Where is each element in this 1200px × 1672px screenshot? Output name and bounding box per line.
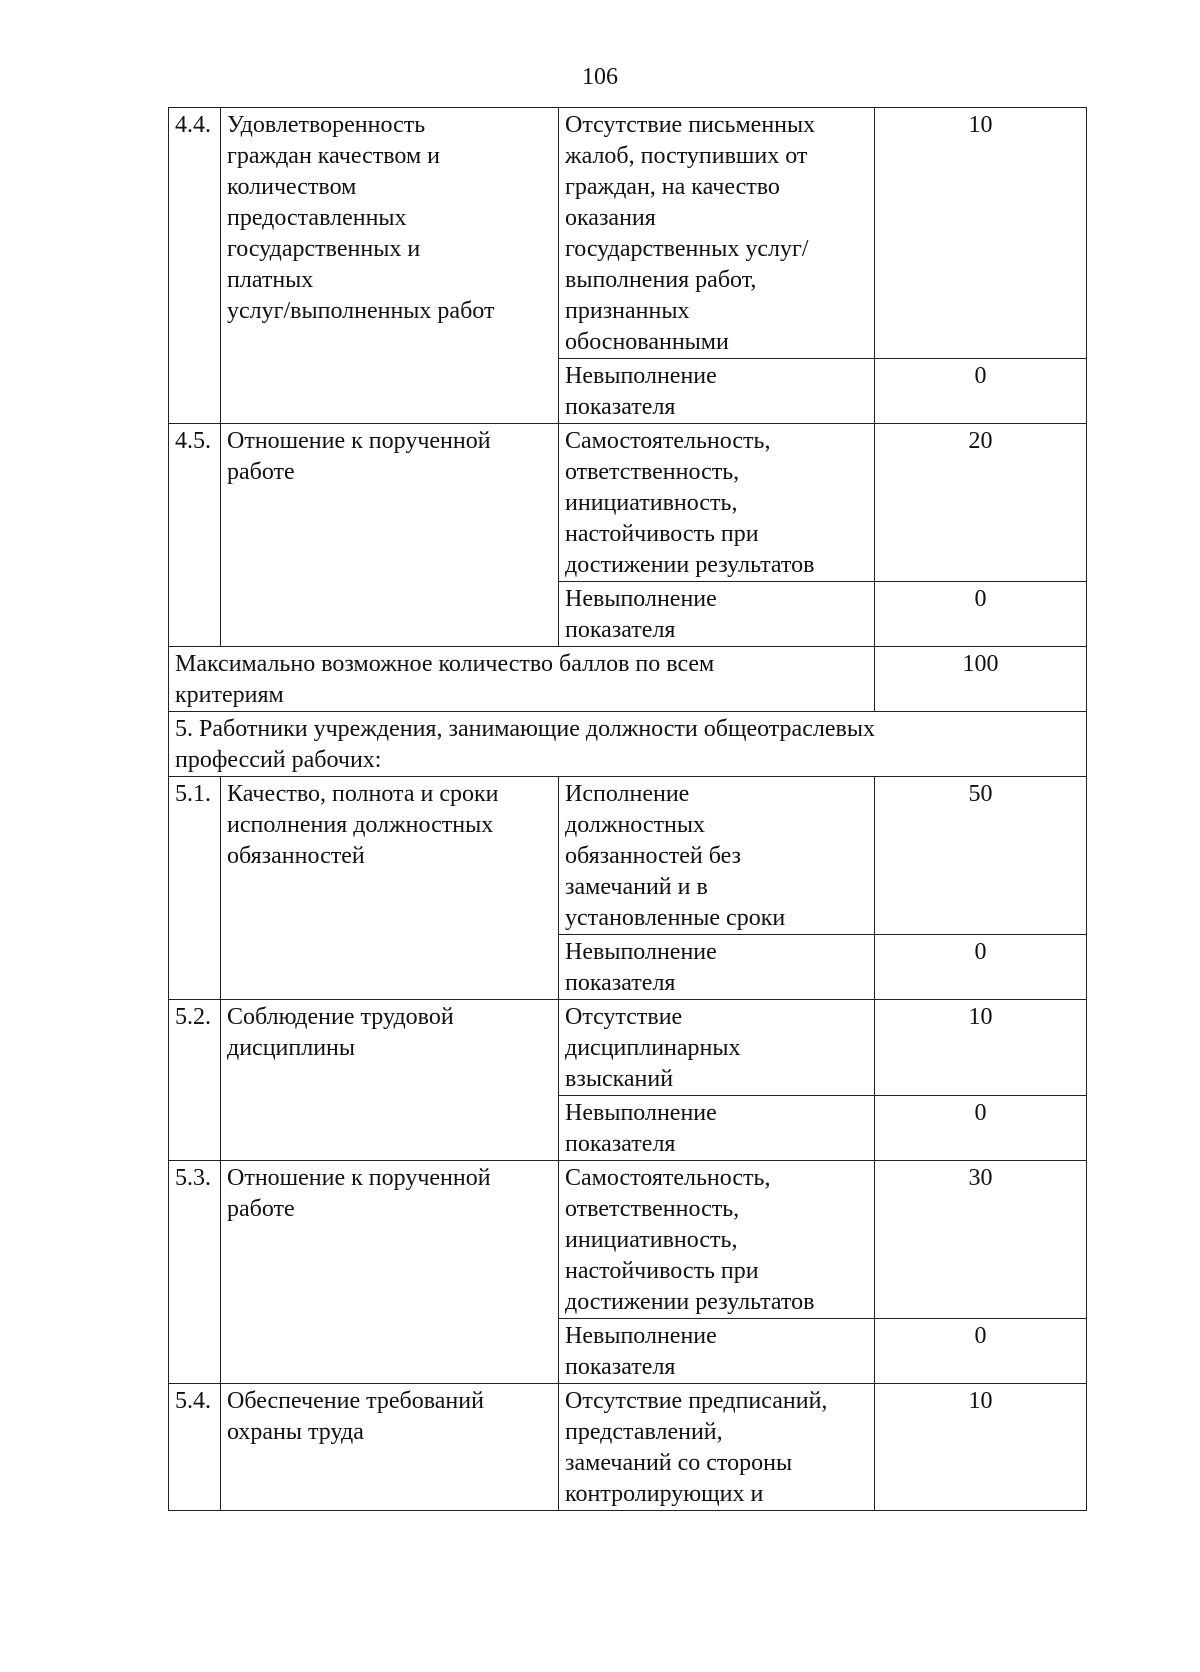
indicator-cell: Отсутствие письменных жалоб, поступивших от граждан, на качество оказания государственных услуг/ выполнения работ, признанных обоснованными [559, 108, 875, 359]
row-number: 5.1. [169, 777, 221, 1000]
row-number: 5.2. [169, 1000, 221, 1161]
row-number: 4.5. [169, 424, 221, 647]
table-row [169, 108, 1087, 359]
points-cell: 0 [875, 1319, 1087, 1384]
criterion-cell: Качество, полнота и сроки исполнения должностных обязанностей [221, 777, 559, 1000]
points-cell: 10 [875, 108, 1087, 359]
table-row [169, 777, 1087, 935]
criterion-cell: Отношение к порученной работе [221, 1161, 559, 1384]
max-total-points: 100 [875, 647, 1087, 712]
criterion-cell: Обеспечение требований охраны труда [221, 1384, 559, 1511]
points-cell: 30 [875, 1161, 1087, 1319]
indicator-cell: Исполнение должностных обязанностей без замечаний и в установленные сроки [559, 777, 875, 935]
page-number: 106 [582, 64, 618, 90]
section-title: 5. Работники учреждения, занимающие должности общеотраслевых профессий рабочих: [169, 712, 1087, 777]
criteria-table [168, 107, 1087, 1511]
indicator-cell: Невыполнение показателя [559, 359, 875, 424]
table-row [169, 1161, 1087, 1319]
indicator-cell: Невыполнение показателя [559, 1096, 875, 1161]
points-cell: 50 [875, 777, 1087, 935]
row-number: 4.4. [169, 108, 221, 424]
total-row [169, 647, 1087, 712]
criterion-cell: Отношение к порученной работе [221, 424, 559, 647]
table-row [169, 424, 1087, 582]
criterion-cell: Удовлетворенность граждан качеством и количеством предоставленных государственных и платных услуг/выполненных работ [221, 108, 559, 424]
points-cell: 0 [875, 935, 1087, 1000]
points-cell: 0 [875, 1096, 1087, 1161]
table-row [169, 1000, 1087, 1096]
row-number: 5.4. [169, 1384, 221, 1511]
section-heading-row [169, 712, 1087, 777]
table-row [169, 1384, 1087, 1511]
points-cell: 10 [875, 1000, 1087, 1096]
points-cell: 20 [875, 424, 1087, 582]
criterion-cell: Соблюдение трудовой дисциплины [221, 1000, 559, 1161]
indicator-cell: Невыполнение показателя [559, 582, 875, 647]
indicator-cell: Самостоятельность, ответственность, инициативность, настойчивость при достижении результатов [559, 424, 875, 582]
points-cell: 0 [875, 359, 1087, 424]
row-number: 5.3. [169, 1161, 221, 1384]
indicator-cell: Отсутствие предписаний, представлений, замечаний со стороны контролирующих и [559, 1384, 875, 1511]
indicator-cell: Невыполнение показателя [559, 1319, 875, 1384]
indicator-cell: Невыполнение показателя [559, 935, 875, 1000]
indicator-cell: Отсутствие дисциплинарных взысканий [559, 1000, 875, 1096]
points-cell: 10 [875, 1384, 1087, 1511]
indicator-cell: Самостоятельность, ответственность, инициативность, настойчивость при достижении результатов [559, 1161, 875, 1319]
points-cell: 0 [875, 582, 1087, 647]
max-total-label: Максимально возможное количество баллов по всем критериям [169, 647, 875, 712]
